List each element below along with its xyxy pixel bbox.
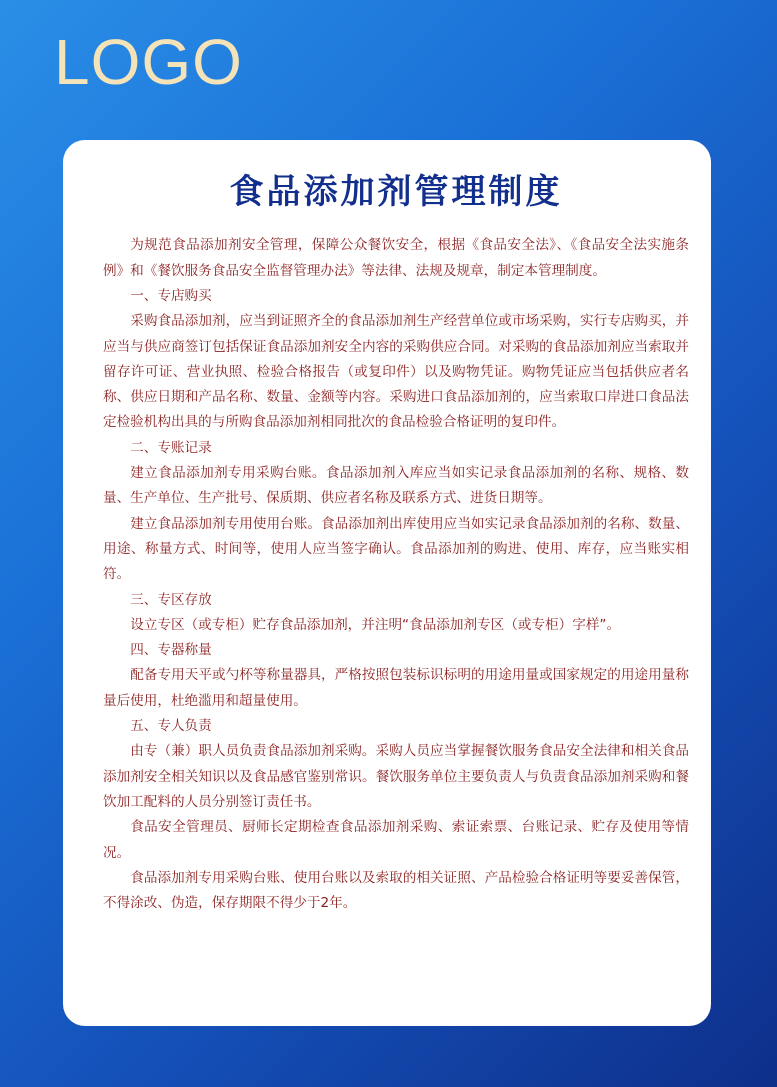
intro-paragraph: 为规范食品添加剂安全管理，保障公众餐饮安全，根据《食品安全法》、《食品安全法实施条例》和《餐饮服务食品安全监督管理办法》等法律、法规及规章，制定本管理制度。 <box>103 237 689 279</box>
section-heading-personnel: 五、专人负责 <box>130 718 212 735</box>
paragraph-purchase-ledger: 建立食品添加剂专用采购台账。食品添加剂入库应当如实记录食品添加剂的名称、规格、数量、生产单位、生产批号、保质期、供应者名称及联系方式、进货日期等。 <box>103 465 689 507</box>
paragraph-storage: 设立专区（或专柜）贮存食品添加剂，并注明“食品添加剂专区（或专柜）字样”。 <box>130 616 621 633</box>
paragraph-purchase: 采购食品添加剂，应当到证照齐全的食品添加剂生产经营单位或市场采购，实行专店购买，并应当与供应商签订包括保证食品添加剂安全内容的采购供应合同。对采购的食品添加剂应当索取并留存许可证、营业执照、检验合格报告（或复印件）以及购物凭证。购物凭证应当包括供应者名称、供应日期和产品名称、数量、金额等内容。采购进口食品添加剂的，应当索取口岸进口食品法定检验机构出具的与所购食品添加剂相同批次的食品检验合格证明的复印件。 <box>103 313 689 431</box>
paragraph-retention: 食品添加剂专用采购台账、使用台账以及索取的相关证照、产品检验合格证明等要妥善保管，不得涂改、伪造，保存期限不得少于2年。 <box>103 869 689 912</box>
paragraph-inspection: 食品安全管理员、厨师长定期检查食品添加剂采购、索证索票、台账记录、贮存及使用等情况。 <box>103 819 689 861</box>
paragraph-personnel: 由专（兼）职人员负责食品添加剂采购。采购人员应当掌握餐饮服务食品安全法律和相关食品添加剂安全相关知识以及食品感官鉴别常识。餐饮服务单位主要负责人与负责食品添加剂采购和餐饮加工配料的人员分别签订责任书。 <box>103 743 689 810</box>
document-body <box>103 233 689 916</box>
paragraph-usage-ledger: 建立食品添加剂专用使用台账。食品添加剂出库使用应当如实记录食品添加剂的名称、数量、用途、称量方式、时间等，使用人应当签字确认。食品添加剂的购进、使用、库存，应当账实相符。 <box>103 515 689 583</box>
logo: LOGO <box>54 26 243 98</box>
document-card <box>63 140 711 1026</box>
section-heading-purchase: 一、专店购买 <box>130 287 212 304</box>
document-title: 食品添加剂管理制度 <box>229 172 563 212</box>
section-heading-storage: 三、专区存放 <box>130 591 212 608</box>
section-heading-records: 二、专账记录 <box>130 439 212 456</box>
paragraph-weighing: 配备专用天平或勺杯等称量器具，严格按照包装标识标明的用途用量或国家规定的用途用量称量后使用，杜绝滥用和超量使用。 <box>103 667 689 709</box>
section-heading-weighing: 四、专器称量 <box>130 642 212 659</box>
